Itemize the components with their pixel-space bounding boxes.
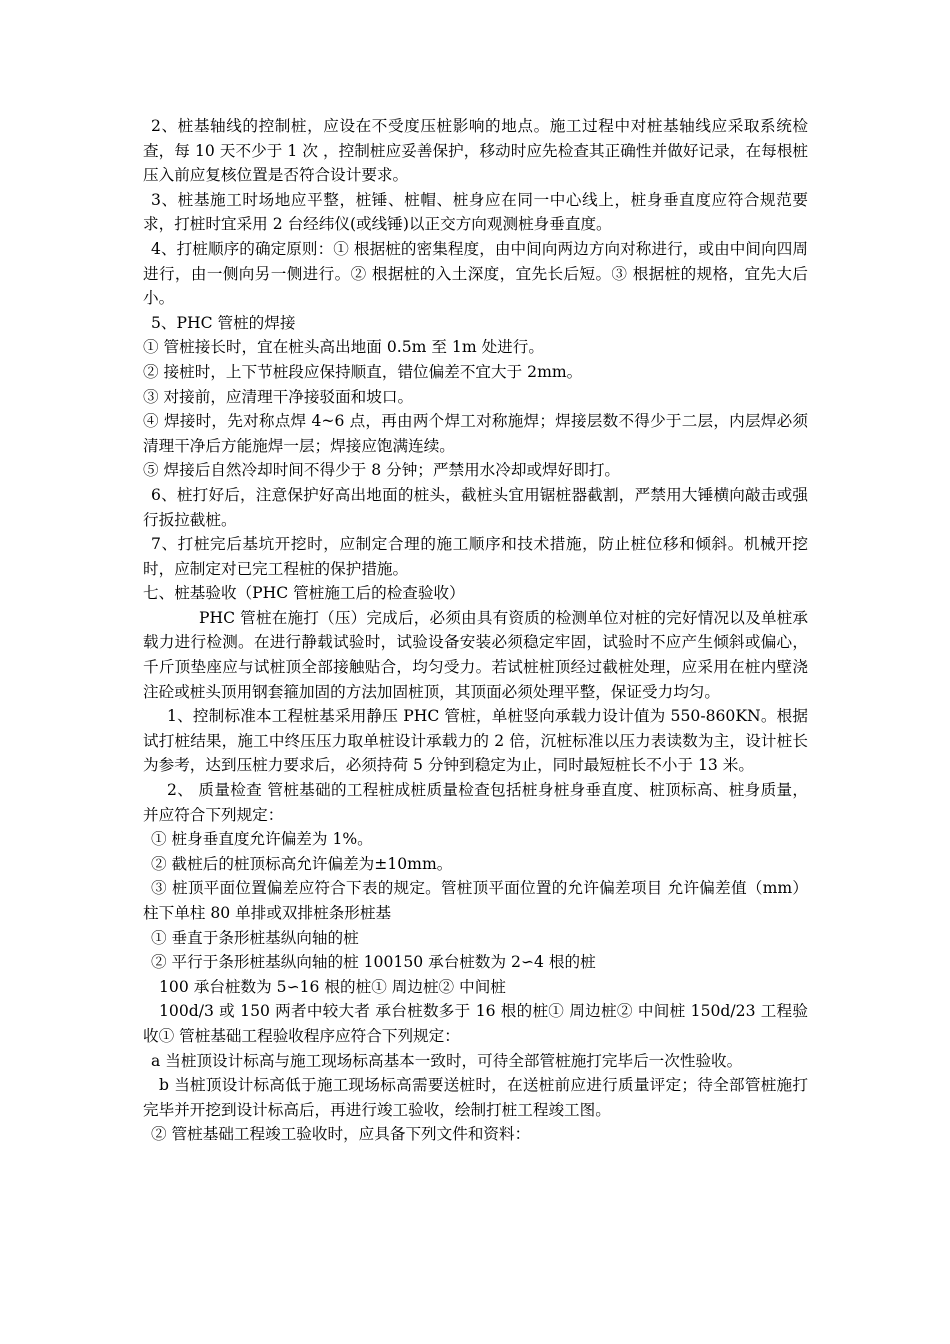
paragraph-pile-sequence: 4、打桩顺序的确定原则：① 根据桩的密集程度，由中间向两边方向对称进行，或由中间向四周进行，由一侧向另一侧进行。② 根据桩的入土深度，宜先长后短。③ 根据桩的规格，宜先大后小。 — [143, 239, 808, 308]
list-item-welding-5: ⑤ 焊接后自然冷却时间不得少于 8 分钟；严禁用水冷却或焊好即打。 — [143, 461, 621, 480]
heading-phc-welding: 5、PHC 管桩的焊接 — [151, 313, 296, 332]
paragraph-axis-control-pile: 2、桩基轴线的控制桩，应设在不受度压桩影响的地点。施工过程中对桩基轴线应采取系统检查，每 10 天不少于 1 次 ，控制桩应妥善保护，移动时应先检查其正确性并做好记录，在每根桩压入前应复核位置是否符合设计要求。 — [143, 117, 808, 185]
paragraph-phc-testing: PHC 管桩在施打（压）完成后，必须由具有资质的检测单位对桩的完好情况以及单桩承载力进行检测。在进行静载试验时，试验设备安装必须稳定牢固，试验时不应产生倾斜或偏心，千斤顶垫座应与试桩顶全部接触贴合，均匀受力。若试桩桩顶经过截桩处理，应采用在桩内壁浇注砼或桩头顶用钢套箍加固的方法加固桩顶，其顶面必须处理平整，保证受力均匀。 — [143, 608, 808, 701]
list-item-acceptance-b: b 当桩顶设计标高低于施工现场标高需要送桩时，在送桩前应进行质量评定；待全部管桩施打完毕并开挖到设计标高后，再进行竣工验收，绘制打桩工程竣工图。 — [143, 1076, 808, 1119]
list-item-acceptance-a: a 当桩顶设计标高与施工现场标高基本一致时，可待全部管桩施打完毕后一次性验收。 — [151, 1051, 743, 1070]
paragraph-cap-5-16: 100 承台桩数为 5∽16 根的桩① 周边桩② 中间桩 — [159, 977, 506, 996]
list-item-perpendicular-pile: ① 垂直于条形桩基纵向轴的桩 — [151, 928, 359, 947]
section-heading-pile-acceptance: 七、桩基验收（PHC 管桩施工后的检查验收） — [143, 584, 465, 603]
paragraph-site-leveling: 3、桩基施工时场地应平整，桩锤、桩帽、桩身应在同一中心线上，桩身垂直度应符合规范要求，打桩时宜采用 2 台经纬仪(或线锤)以正交方向观测桩身垂直度。 — [143, 190, 808, 234]
document-body — [143, 114, 808, 1147]
list-item-plane-position: ③ 桩顶平面位置偏差应符合下表的规定。管桩顶平面位置的允许偏差项目 允许偏差值（mm）柱下单柱 80 单排或双排桩条形桩基 — [143, 879, 808, 922]
paragraph-control-standard: 1、控制标准本工程桩基采用静压 PHC 管桩，单桩竖向承载力设计值为 550-860KN。根据试打桩结果，施工中终压压力取单桩设计承载力的 2 倍，沉桩标准以压力表读数为主，设计桩长为参考，达到压桩力要求后，必须持荷 5 分钟到稳定为止，同时最短桩长不小于 13 米。 — [143, 707, 808, 775]
list-item-parallel-pile: ② 平行于条形桩基纵向轴的桩 100150 承台桩数为 2∽4 根的桩 — [151, 953, 596, 972]
list-item-welding-2: ② 接桩时，上下节桩段应保持顺直，错位偏差不宜大于 2mm。 — [143, 362, 583, 381]
paragraph-pile-head-protection: 6、桩打好后，注意保护好高出地面的桩头，截桩头宜用锯桩器截割，严禁用大锤横向敲击或强行扳拉截桩。 — [143, 485, 808, 529]
paragraph-cap-over-16: 100d/3 或 150 两者中较大者 承台桩数多于 16 根的桩① 周边桩② 中间桩 150d/23 工程验收① 管桩基础工程验收程序应符合下列规定： — [143, 1002, 808, 1045]
paragraph-quality-check: 2、 质量检查 管桩基础的工程桩成桩质量检查包括桩身桩身垂直度、桩顶标高、桩身质量，并应符合下列规定： — [143, 781, 808, 824]
list-item-welding-3: ③ 对接前，应清理干净接驳面和坡口。 — [143, 387, 414, 406]
list-item-welding-4: ④ 焊接时，先对称点焊 4~6 点，再由两个焊工对称施焊；焊接层数不得少于二层，内层焊必须清理干净后方能施焊一层；焊接应饱满连续。 — [143, 412, 808, 455]
paragraph-excavation: 7、打桩完后基坑开挖时，应制定合理的施工顺序和技术措施，防止桩位移和倾斜。机械开挖时，应制定对已完工程桩的保护措施。 — [143, 535, 808, 578]
list-item-welding-1: ① 管桩接长时，宜在桩头高出地面 0.5m 至 1m 处进行。 — [143, 338, 544, 357]
list-item-pile-top-elevation: ② 截桩后的桩顶标高允许偏差为±10mm。 — [151, 854, 453, 873]
list-item-completion-documents: ② 管桩基础工程竣工验收时，应具备下列文件和资料： — [151, 1125, 531, 1144]
list-item-verticality: ① 桩身垂直度允许偏差为 1%。 — [151, 830, 373, 849]
